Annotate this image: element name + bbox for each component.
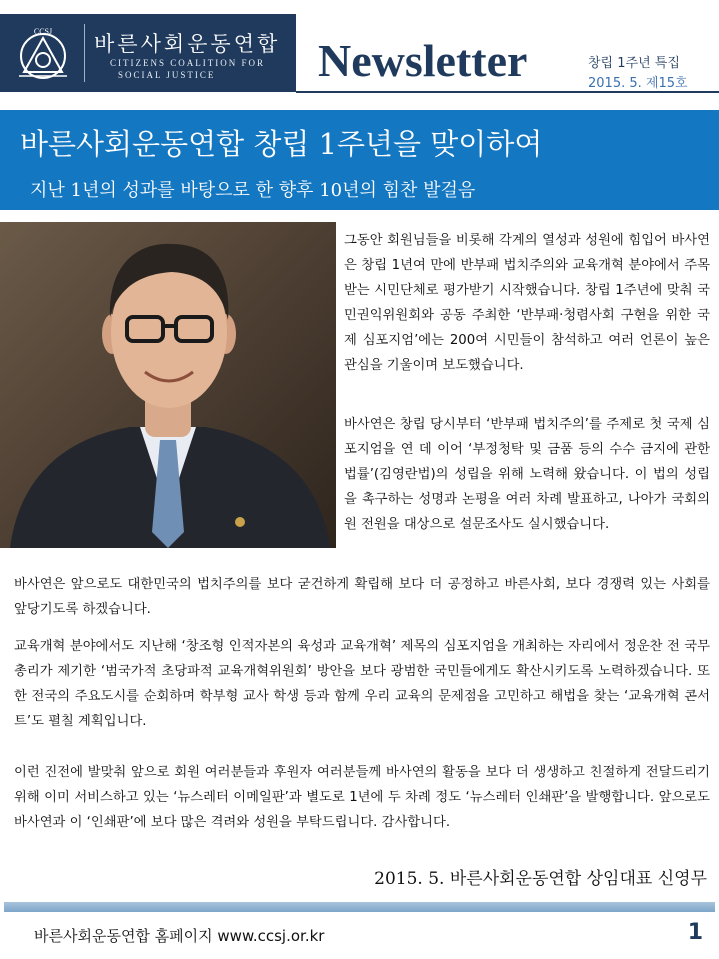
logo-english-line2: SOCIAL JUSTICE [118, 70, 216, 80]
logo-emblem-text: CCSJ [33, 27, 53, 36]
banner-subtitle: 지난 1년의 성과를 바탕으로 한 향후 10년의 힘찬 발걸음 [30, 180, 476, 201]
body-paragraph-4: 교육개혁 분야에서도 지난해 ‘창조형 인적자본의 육성과 교육개혁’ 제목의 심포지엄을 개최하는 자리에서 정운찬 전 국무총리가 제기한 ‘범국가적 초당파적 교육개혁위원회’ 방안을 보다 광범한 국민들에게도 확산시키도록 노력하겠습니다. 또한 전국의 주요도시를 순회하며 학부형 교사 학생 등과 함께 우리 교육의 문제점을 고민하고 해법을 찾는 ‘교육개혁 콘서트’도 펼칠 계획입니다. [14, 639, 710, 729]
page-number: 1 [687, 920, 703, 945]
ccsj-emblem-icon [16, 26, 70, 82]
body-paragraph-5: 이런 진전에 발맞춰 앞으로 회원 여러분들과 후원자 여러분들께 바사연의 활동을 보다 더 생생하고 친절하게 전달드리기 위해 이미 서비스하고 있는 ‘뉴스레터 이메일판’과 별도로 1년에 두 차례 정도 ‘뉴스레터 인쇄판’을 발행합니다. 앞으로도 바사연과 이 ‘인쇄판’에 보다 많은 격려와 성원을 부탁드립니다. 감사합니다. [14, 765, 710, 830]
signature: 2015. 5. 바른사회운동연합 상임대표 신영무 [374, 869, 707, 889]
newsletter-title: Newsletter [318, 35, 528, 86]
logo-block [0, 14, 296, 92]
issue-date: 2015. 5. 제15호 [588, 76, 688, 91]
footer-divider-bar [4, 902, 715, 912]
header-divider [296, 91, 719, 93]
issue-label: 창립 1주년 특집 [588, 56, 680, 71]
body-paragraph-2: 바사연은 창립 당시부터 ‘반부패 법치주의’를 주제로 첫 국제 심포지엄을 연 데 이어 ‘부정청탁 및 금품 등의 수수 금지에 관한 법률’(김영란법)의 성립을 위해 노력해 왔습니다. 이 법의 성립을 촉구하는 성명과 논평을 여러 차례 발표하고, 나아가 국회의원 전원을 대상으로 설문조사도 실시했습니다. [344, 417, 710, 532]
representative-portrait [0, 222, 336, 548]
body-paragraph-1: 그동안 회원님들을 비롯해 각계의 열성과 성원에 힘입어 바사연은 창립 1년여 만에 반부패 법치주의와 교육개혁 분야에서 주목받는 시민단체로 평가받기 시작했습니다. 창립 1주년에 맞춰 국민권익위원회와 공동 주최한 ‘반부패·청렴사회 구현을 위한 국제 심포지엄’에는 200여 시민들이 참석하고 여러 언론이 높은 관심을 기울이며 보도했습니다. [344, 233, 710, 373]
logo-korean-name: 바른사회운동연합 [94, 32, 281, 56]
banner-title: 바른사회운동연합 창립 1주년을 맞이하여 [20, 127, 543, 161]
logo-divider [84, 24, 85, 82]
title-banner [0, 110, 719, 210]
logo-english-line1: CITIZENS COALITION FOR [110, 58, 265, 68]
portrait-illustration [0, 222, 336, 548]
body-paragraph-3: 바사연은 앞으로도 대한민국의 법치주의를 보다 굳건하게 확립해 보다 더 공정하고 바른사회, 보다 경쟁력 있는 사회를 앞당기도록 하겠습니다. [14, 577, 710, 617]
footer-homepage: 바른사회운동연합 홈페이지 www.ccsj.or.kr [34, 927, 325, 945]
